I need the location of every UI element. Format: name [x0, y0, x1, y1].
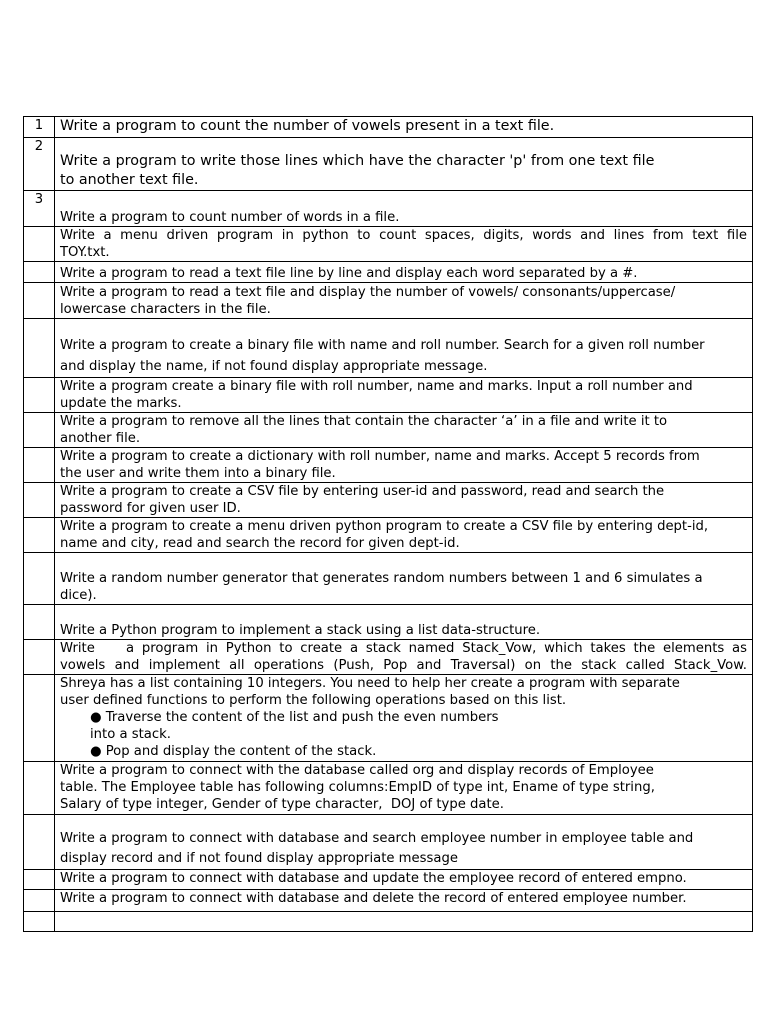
row-number	[24, 319, 55, 378]
table-row	[24, 675, 753, 762]
row-number	[24, 448, 55, 483]
row-number	[24, 815, 55, 870]
description-line: Write a program to connect with the database called org and display records of Employee	[60, 763, 654, 778]
program-description	[55, 283, 753, 319]
program-description	[55, 640, 753, 675]
description-line: Write a menu driven program in python to count spaces, digits, words and lines from text file	[60, 228, 747, 243]
table-row	[24, 815, 753, 870]
description-line: Write a program in Python to create a stack named Stack_Vow, which takes the elements as	[60, 641, 747, 656]
table-row	[24, 262, 753, 283]
table-row	[24, 553, 753, 605]
row-number	[24, 553, 55, 605]
row-number: 3	[24, 191, 55, 227]
row-number	[24, 605, 55, 640]
row-number	[24, 283, 55, 319]
table-row	[24, 283, 753, 319]
description-line: name and city, read and search the record for given dept-id.	[60, 536, 460, 551]
bullet-item: ● Pop and display the content of the stack.	[90, 744, 377, 759]
row-number	[24, 378, 55, 413]
program-description	[55, 319, 753, 378]
description-line: Shreya has a list containing 10 integers. You need to help her create a program with separate	[60, 676, 680, 691]
description-line: vowels and implement all operations (Push, Pop and Traversal) on the stack called Stack_Vow.	[60, 658, 747, 673]
row-number: 2	[24, 138, 55, 191]
row-number	[24, 262, 55, 283]
program-description	[55, 138, 753, 191]
program-description	[55, 227, 753, 262]
program-description	[55, 762, 753, 815]
row-number: 1	[24, 117, 55, 138]
description-line: Write a program to connect with database and search employee number in employee table and	[60, 831, 694, 846]
table-row	[24, 762, 753, 815]
description-line: and display the name, if not found display appropriate message.	[60, 359, 488, 374]
program-description	[55, 815, 753, 870]
table-row	[24, 117, 753, 138]
description-line: Write a program to count the number of vowels present in a text file.	[60, 118, 555, 134]
description-line: another file.	[60, 431, 141, 446]
row-number	[24, 912, 55, 932]
row-number	[24, 675, 55, 762]
description-line: Write a program create a binary file with roll number, name and marks. Input a roll number and	[60, 379, 693, 394]
bullet-item: ● Traverse the content of the list and push the even numbers	[90, 710, 499, 725]
description-line: user defined functions to perform the following operations based on this list.	[60, 693, 567, 708]
description-line: Write a program to connect with database and update the employee record of entered empno.	[60, 871, 687, 886]
table-row	[24, 378, 753, 413]
program-description	[55, 117, 753, 138]
row-number	[24, 890, 55, 912]
row-number	[24, 870, 55, 890]
description-line: Write a program to read a text file line by line and display each word separated by a #.	[60, 266, 638, 281]
program-description	[55, 605, 753, 640]
program-description	[55, 518, 753, 553]
table-row	[24, 138, 753, 191]
table-row	[24, 890, 753, 912]
description-line: table. The Employee table has following columns:EmpID of type int, Ename of type string,	[60, 780, 655, 795]
description-line: Write a program to write those lines which have the character 'p' from one text file	[60, 153, 655, 169]
bullet-item-continuation: into a stack.	[90, 727, 171, 742]
program-description	[55, 483, 753, 518]
description-line: Write a program to remove all the lines that contain the character ‘a’ in a file and write it to	[60, 414, 668, 429]
program-description	[55, 413, 753, 448]
table-row	[24, 191, 753, 227]
description-line: Salary of type integer, Gender of type character, DOJ of type date.	[60, 797, 504, 812]
description-line: Write a program to connect with database and delete the record of entered employee number.	[60, 891, 687, 906]
program-description	[55, 378, 753, 413]
program-description	[55, 870, 753, 890]
row-number	[24, 483, 55, 518]
table-row	[24, 413, 753, 448]
description-line: to another text file.	[60, 172, 199, 188]
description-line: the user and write them into a binary file.	[60, 466, 336, 481]
description-line: lowercase characters in the file.	[60, 302, 271, 317]
table-row	[24, 870, 753, 890]
description-line: password for given user ID.	[60, 501, 241, 516]
description-line: update the marks.	[60, 396, 182, 411]
row-number	[24, 413, 55, 448]
description-line: Write a Python program to implement a stack using a list data-structure.	[60, 623, 541, 638]
program-description	[55, 191, 753, 227]
program-description	[55, 262, 753, 283]
table-row	[24, 448, 753, 483]
description-line: Write a program to count number of words in a file.	[60, 210, 400, 225]
table-row	[24, 640, 753, 675]
table-row	[24, 912, 753, 932]
row-number	[24, 227, 55, 262]
description-line: TOY.txt.	[60, 245, 110, 260]
table-row	[24, 483, 753, 518]
table-row	[24, 605, 753, 640]
program-description	[55, 448, 753, 483]
program-description	[55, 553, 753, 605]
table-row	[24, 518, 753, 553]
table-row	[24, 227, 753, 262]
description-line: Write a program to read a text file and display the number of vowels/ consonants/uppercase/	[60, 285, 676, 300]
description-line: dice).	[60, 588, 97, 603]
description-line: Write a program to create a dictionary with roll number, name and marks. Accept 5 records from	[60, 449, 700, 464]
row-number	[24, 518, 55, 553]
table-row	[24, 319, 753, 378]
program-description	[55, 912, 753, 932]
program-description	[55, 890, 753, 912]
program-description	[55, 675, 753, 762]
description-line: Write a program to create a menu driven python program to create a CSV file by entering dept-id,	[60, 519, 709, 534]
description-line: Write a random number generator that generates random numbers between 1 and 6 simulates a	[60, 571, 703, 586]
description-line: display record and if not found display appropriate message	[60, 851, 458, 866]
row-number	[24, 762, 55, 815]
row-number	[24, 640, 55, 675]
programs-table	[23, 116, 753, 932]
description-line: Write a program to create a CSV file by entering user-id and password, read and search the	[60, 484, 665, 499]
description-line: Write a program to create a binary file with name and roll number. Search for a given roll number	[60, 338, 705, 353]
